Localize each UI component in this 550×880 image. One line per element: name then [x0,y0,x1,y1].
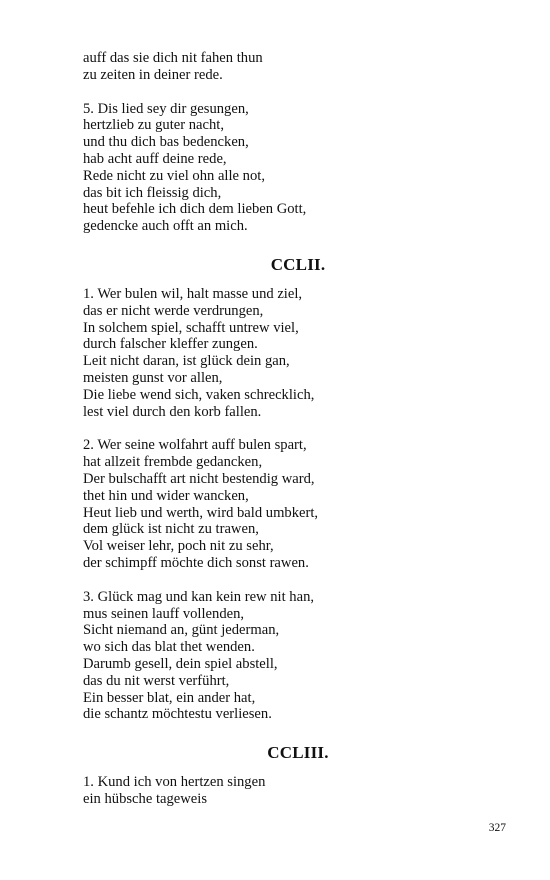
verse-line: der schimpff möchte dich sonst rawen. [83,554,309,571]
verse-line: hab acht auff deine rede, [83,150,227,167]
stanza [83,50,513,84]
page-text [83,50,513,825]
verse-line: Vol weiser lehr, poch nit zu sehr, [83,538,274,555]
verse-line: 3. Glück mag und kan kein rew nit han, [83,588,315,605]
verse-line: zu zeiten in deiner rede. [83,66,223,83]
verse-line: auff das sie dich nit fahen thun [83,50,263,66]
stanza [83,774,513,808]
verse-line: gedencke auch offt an mich. [83,218,248,235]
verse-line: Darumb gesell, dein spiel abstell, [83,655,278,672]
song-heading: CCLIII. [267,743,329,763]
verse-line: die schantz möchtestu verliesen. [83,706,272,723]
verse-line: 1. Kund ich von hertzen singen [83,774,266,791]
verse-line: das er nicht werde verdrungen, [83,302,264,319]
song-heading: CCLII. [270,254,326,274]
stanza [83,286,513,420]
verse-line: wo sich das blat thet wenden. [83,639,255,656]
verse-line: Sicht niemand an, günt jederman, [83,622,280,639]
verse-line: das du nit werst verführt, [83,672,230,689]
verse-line: Ein besser blat, ein ander hat, [83,689,256,706]
verse-line: Rede nicht zu viel ohn alle not, [83,167,265,184]
verse-line: 2. Wer seine wolfahrt auff bulen spart, [83,437,307,454]
verse-line: meisten gunst vor allen, [83,369,223,386]
verse-line: heut befehle ich dich dem lieben Gott, [83,201,307,218]
verse-line: hat allzeit frembde gedancken, [83,454,263,471]
verse-line: Die liebe wend sich, vaken schrecklich, [83,386,315,403]
stanza [83,589,513,723]
verse-line: lest viel durch den korb fallen. [83,403,262,420]
verse-line: Heut lieb und werth, wird bald umbkert, [83,504,319,521]
verse-line: thet hin und wider wancken, [83,487,249,504]
verse-line: mus seinen lauff vollenden, [83,605,245,622]
verse-line: In solchem spiel, schafft untrew viel, [83,319,299,336]
verse-line: hertzlieb zu guter nacht, [83,117,225,134]
verse-line: Der bulschafft art nicht bestendig ward, [83,470,315,487]
verse-line: das bit ich fleissig dich, [83,184,222,201]
verse-line: 1. Wer bulen wil, halt masse und ziel, [83,285,303,302]
stanza [83,101,513,235]
verse-line: 5. Dis lied sey dir gesungen, [83,100,249,117]
verse-line: durch falscher kleffer zungen. [83,336,258,353]
verse-line: dem glück ist nicht zu trawen, [83,521,259,538]
page-number: 327 [488,822,506,834]
verse-line: Leit nicht daran, ist glück dein gan, [83,353,290,370]
verse-line: und thu dich bas bedencken, [83,134,249,151]
verse-line: ein hübsche tageweis [83,790,208,807]
stanza [83,437,513,571]
